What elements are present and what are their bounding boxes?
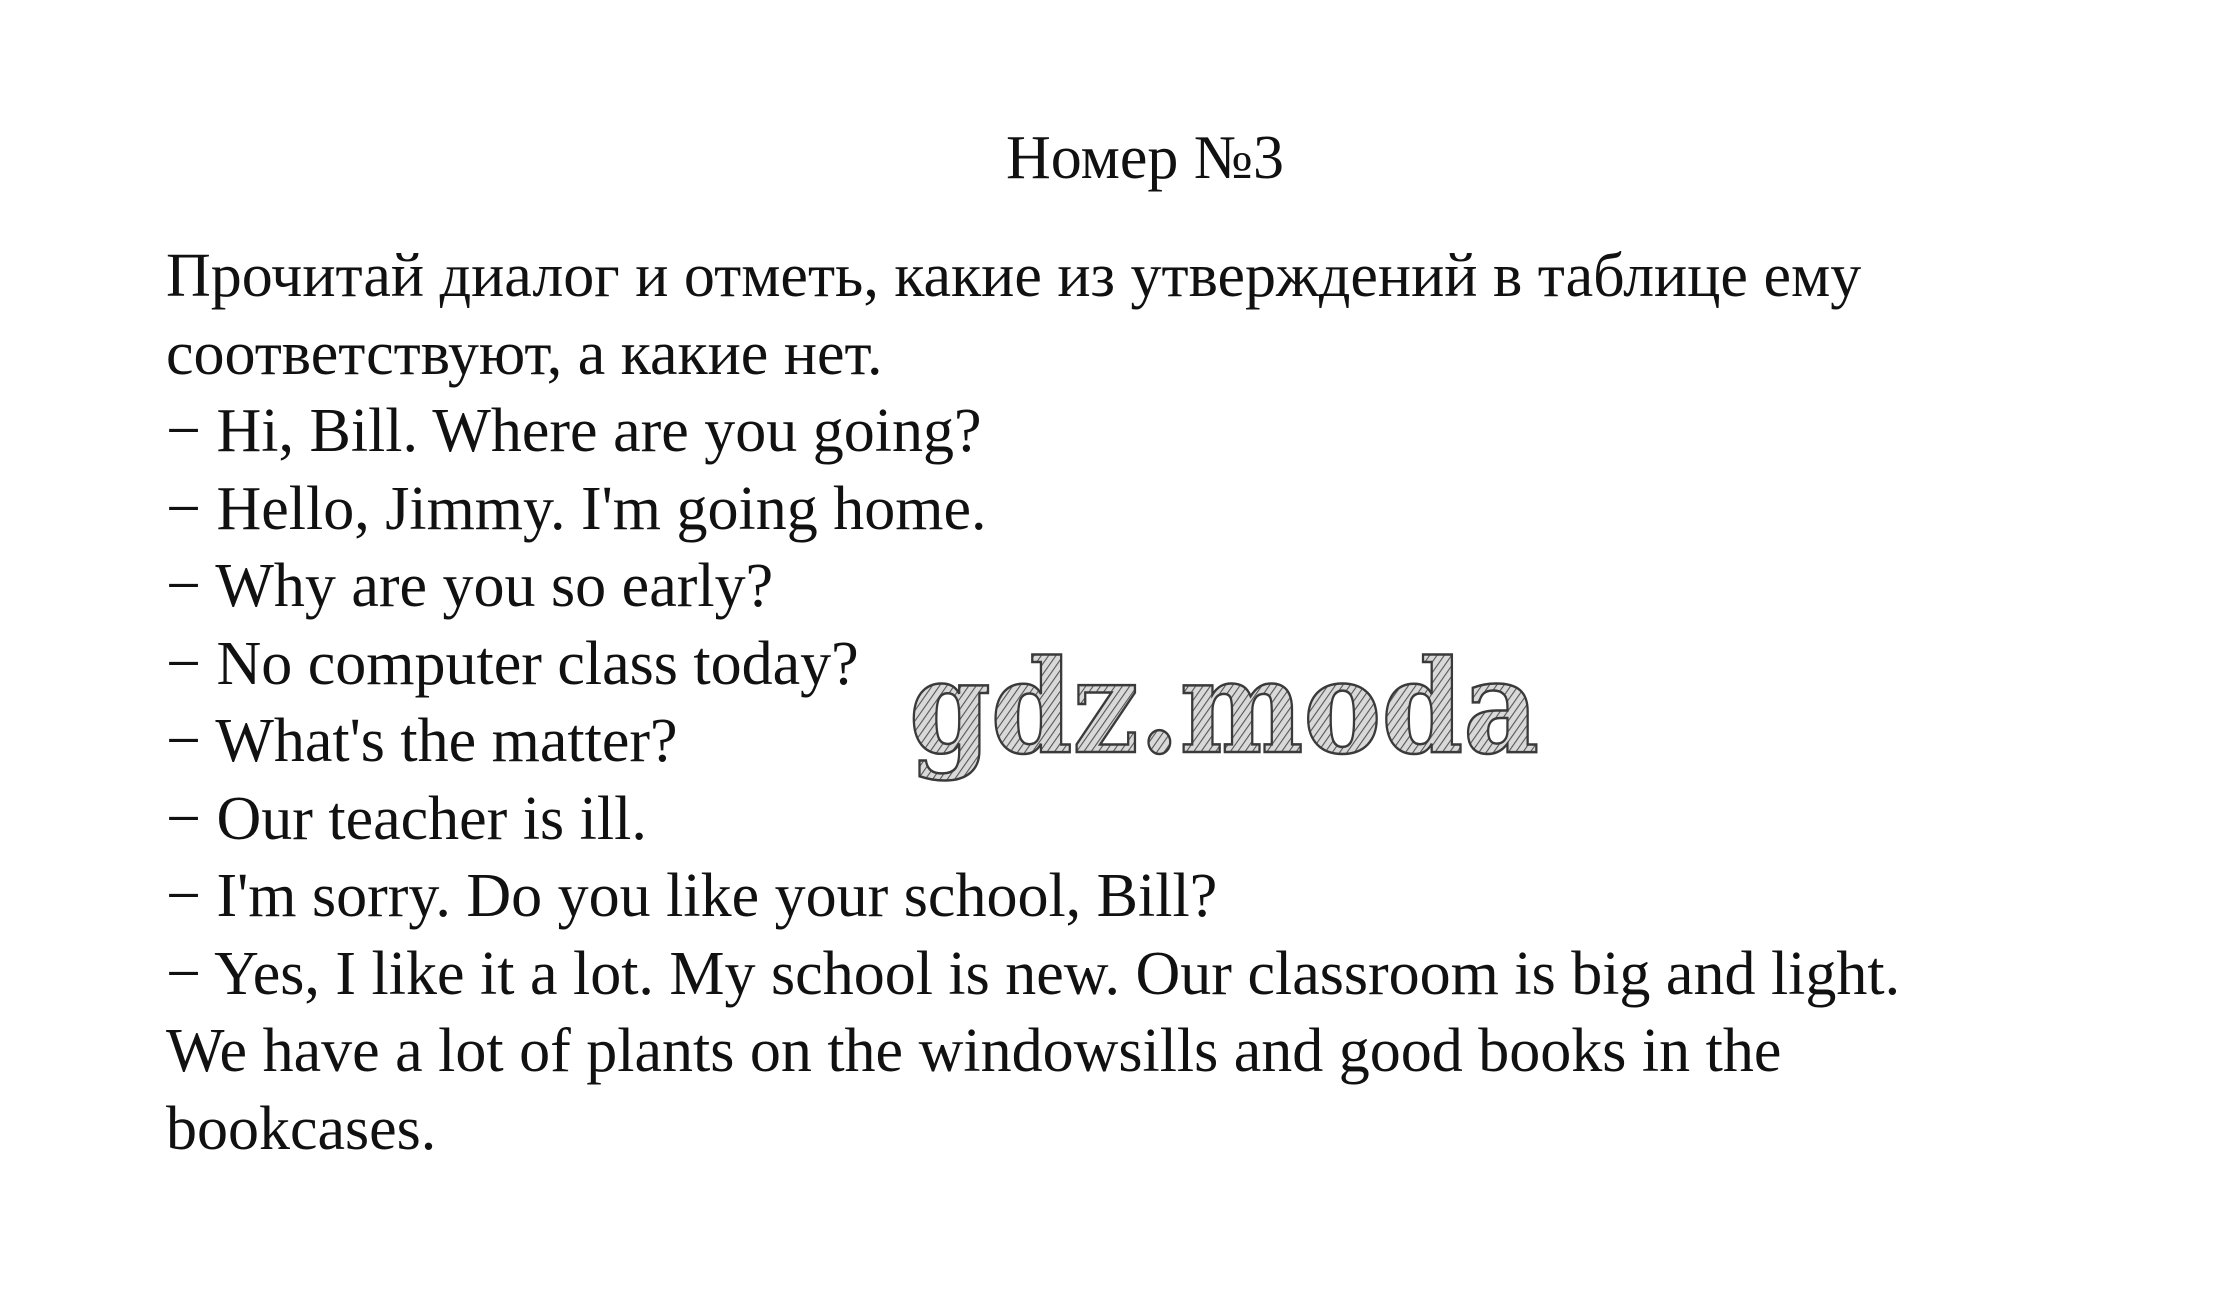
watermark-logo	[905, 640, 1545, 810]
svg-text:gdz.moda: gdz.moda	[909, 640, 1539, 783]
dialogue-line: bookcases.	[166, 1094, 437, 1163]
dialogue-line: − What's the matter?	[166, 707, 678, 775]
dialogue-line: − No computer class today?	[166, 629, 859, 698]
instruction-line: соответствуют, а какие нет.	[166, 319, 883, 388]
dialogue-line: − I'm sorry. Do you like your school, Bill?	[166, 862, 1218, 930]
dialogue-line: − Our teacher is ill.	[166, 784, 647, 853]
dialogue-line: − Why are you so early?	[166, 552, 774, 620]
dialogue-line: − Hi, Bill. Where are you going?	[166, 397, 982, 465]
page-title: Номер №3	[1005, 124, 1284, 192]
dialogue-line: − Yes, I like it a lot. My school is new. Our classroom is big and light.	[166, 939, 1901, 1008]
dialogue-line: We have a lot of plants on the windowsills and good books in the	[166, 1017, 1782, 1085]
dialogue-line: − Hello, Jimmy. I'm going home.	[166, 474, 987, 543]
instruction-line: Прочитай диалог и отметь, какие из утверждений в таблице ему	[166, 242, 1862, 310]
